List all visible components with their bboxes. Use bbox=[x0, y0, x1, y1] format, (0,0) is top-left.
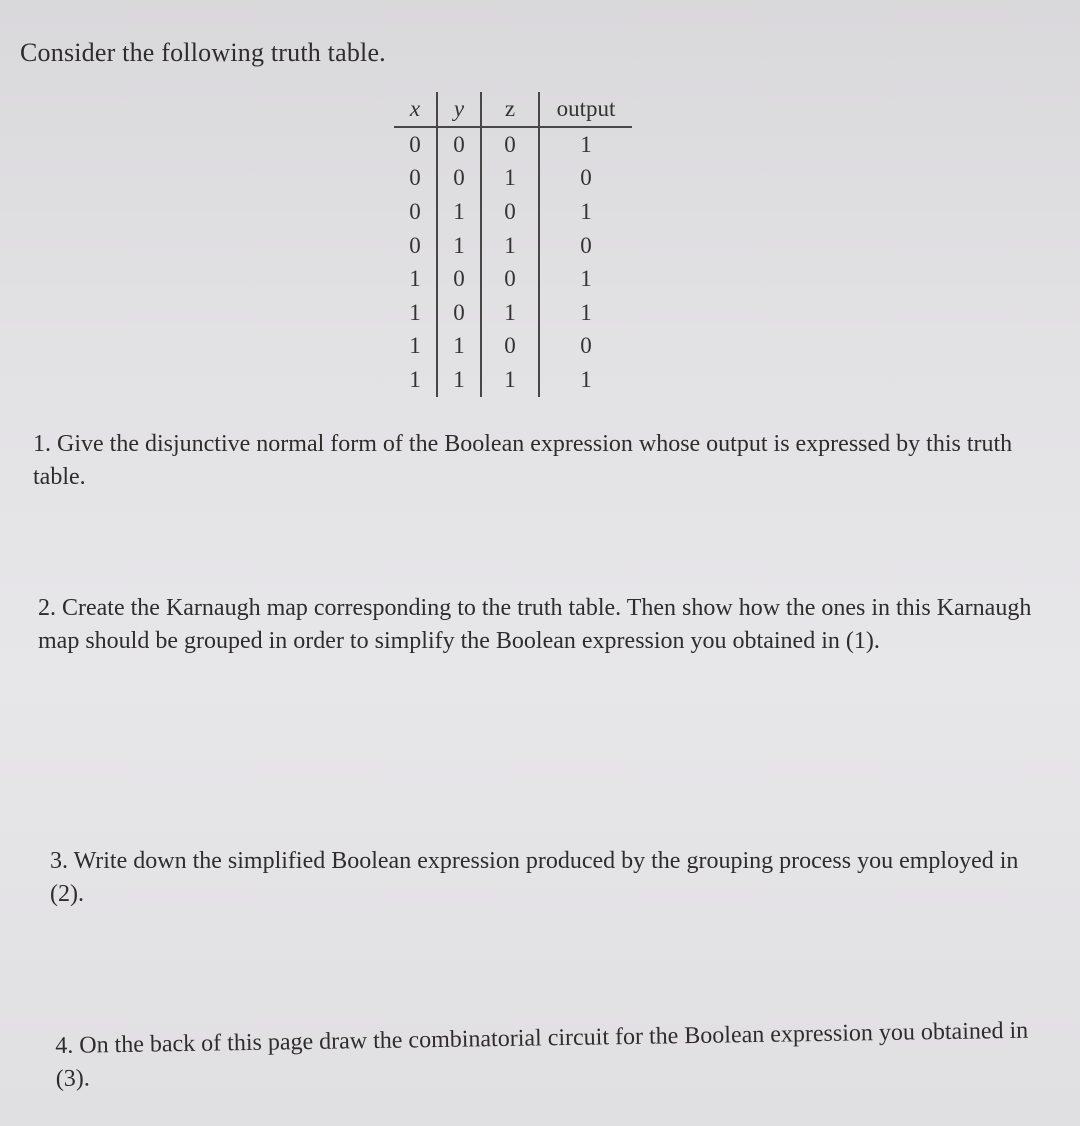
cell-output: 0 bbox=[580, 232, 592, 258]
table-row bbox=[394, 330, 632, 364]
question-4: 4. On the back of this page draw the combinatorial circuit for the Boolean expression you obtained in (3). bbox=[55, 1017, 1029, 1092]
table-row bbox=[394, 195, 632, 229]
cell-x: 1 bbox=[394, 363, 437, 397]
cell-y: 1 bbox=[437, 195, 481, 229]
cell-z: 1 bbox=[481, 363, 539, 397]
intro-text: Consider the following truth table. bbox=[20, 38, 386, 67]
table-row bbox=[394, 363, 632, 397]
header-z: z bbox=[481, 92, 539, 127]
cell-z: 1 bbox=[481, 162, 539, 196]
cell-output: 1 bbox=[580, 299, 592, 325]
question-1: 1. Give the disjunctive normal form of the Boolean expression whose output is expressed by this truth table. bbox=[33, 431, 1013, 490]
header-y: y bbox=[437, 92, 481, 127]
cell-x: 1 bbox=[394, 262, 437, 296]
cell-z: 1 bbox=[481, 296, 539, 330]
question-3: 3. Write down the simplified Boolean expression produced by the grouping process you employed in (2). bbox=[50, 848, 1019, 907]
cell-output: 1 bbox=[580, 198, 592, 224]
table-row bbox=[394, 127, 632, 162]
table-row bbox=[394, 229, 632, 263]
table-row bbox=[394, 296, 632, 330]
cell-x: 0 bbox=[394, 127, 437, 162]
cell-output: 1 bbox=[580, 131, 592, 157]
cell-z: 0 bbox=[481, 127, 539, 162]
table-header-row bbox=[394, 92, 632, 127]
table-row bbox=[394, 262, 632, 296]
cell-y: 0 bbox=[437, 262, 481, 296]
cell-x: 0 bbox=[394, 195, 437, 229]
header-output: output bbox=[539, 92, 632, 127]
cell-y: 1 bbox=[437, 330, 481, 364]
header-x: x bbox=[394, 92, 437, 127]
cell-output: 0 bbox=[580, 165, 592, 191]
cell-x: 1 bbox=[394, 330, 437, 364]
cell-z: 0 bbox=[481, 195, 539, 229]
cell-output: 1 bbox=[580, 366, 592, 392]
cell-output: 0 bbox=[580, 333, 592, 359]
cell-y: 0 bbox=[437, 162, 481, 196]
cell-y: 1 bbox=[437, 229, 481, 263]
cell-y: 0 bbox=[437, 127, 481, 162]
cell-z: 0 bbox=[481, 330, 539, 364]
table-row bbox=[394, 162, 632, 196]
truth-table bbox=[394, 92, 632, 397]
cell-y: 0 bbox=[437, 296, 481, 330]
cell-z: 0 bbox=[481, 262, 539, 296]
cell-x: 1 bbox=[394, 296, 437, 330]
cell-y: 1 bbox=[437, 363, 481, 397]
cell-x: 0 bbox=[394, 162, 437, 196]
cell-x: 0 bbox=[394, 229, 437, 263]
question-2: 2. Create the Karnaugh map corresponding to the truth table. Then show how the ones in this Karnaugh map should be grouped in order to simplify the Boolean expression you obtained in (1). bbox=[38, 595, 1032, 654]
cell-output: 1 bbox=[580, 266, 592, 292]
cell-z: 1 bbox=[481, 229, 539, 263]
